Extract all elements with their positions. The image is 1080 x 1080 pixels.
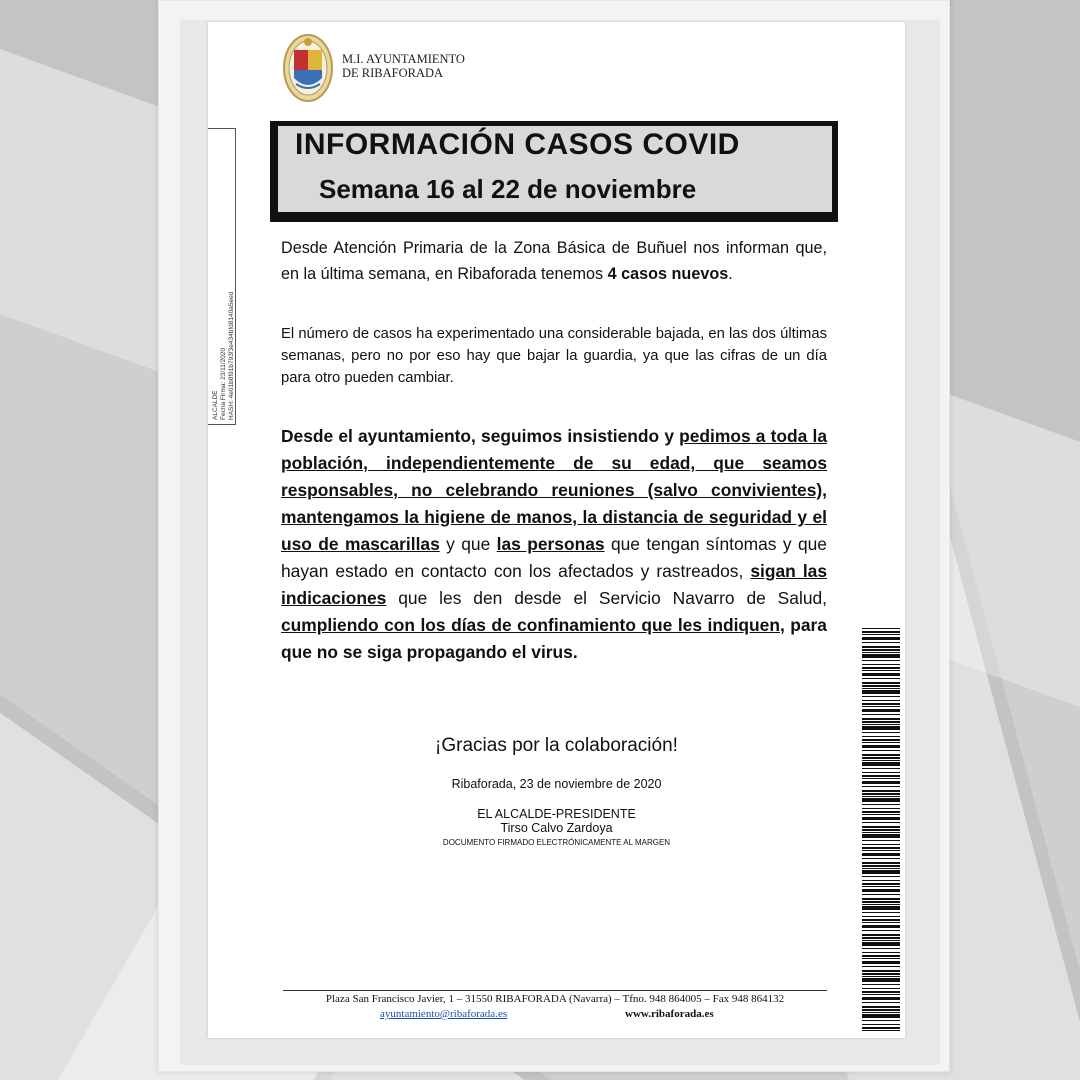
p1-text: Desde Atención Primaria de la Zona Básica de Buñuel nos informan que, en la última semana, en Ribaforada tenemos xyxy=(281,239,827,283)
paragraph-recommendations xyxy=(281,423,827,666)
p1-end: . xyxy=(728,265,733,283)
p3-underlined-request: pedimos a toda la población, independientemente de su edad, que seamos responsables, no celebrando reuniones (salvo convivientes), mantengamos la higiene de manos, la distancia de seguridad y el uso de mascarillas xyxy=(281,426,827,554)
paragraph-cases xyxy=(281,235,827,287)
signature-margin-text xyxy=(212,292,236,420)
footer-address: Plaza San Francisco Javier, 1 – 31550 RIBAFORADA (Navarra) – Tfno. 948 864005 – Fax 948 864132 xyxy=(325,993,785,1005)
p3-text-b: y que xyxy=(439,534,497,554)
margin-role: ALCALDE xyxy=(212,390,219,420)
p3-intro: Desde el ayuntamiento, seguimos insistiendo y xyxy=(281,426,680,446)
p3-text-c: que tengan síntomas y que hayan estado en contacto con los afectados y rastreados, xyxy=(281,534,827,581)
p1-case-count: 4 casos nuevos xyxy=(607,265,729,283)
document-date: Ribaforada, 23 de noviembre de 2020 xyxy=(451,777,662,791)
signed-note: DOCUMENTO FIRMADO ELECTRÓNICAMENTE AL MARGEN xyxy=(442,838,671,847)
barcode-icon xyxy=(862,628,900,1032)
title-heading: INFORMACIÓN CASOS COVID xyxy=(295,128,740,161)
p3-text-d: que les den desde el Servicio Navarro de Salud, xyxy=(386,588,827,608)
footer-website: www.ribaforada.es xyxy=(625,1008,714,1020)
footer-email-link[interactable]: ayuntamiento@ribaforada.es xyxy=(380,1008,508,1020)
signer-role: EL ALCALDE-PRESIDENTE xyxy=(477,807,636,821)
org-line-1: M.I. AYUNTAMIENTO xyxy=(342,52,465,66)
thanks-message: ¡Gracias por la colaboración! xyxy=(435,735,678,756)
p3-underlined-follow: sigan las indicaciones xyxy=(281,561,827,608)
p3-underlined-people: las personas xyxy=(496,534,605,554)
signer-name: Tirso Calvo Zardoya xyxy=(500,821,613,835)
organization-name xyxy=(342,52,465,80)
coat-of-arms-icon xyxy=(282,32,334,102)
p3-ending: , para que no se siga propagando el virus. xyxy=(281,615,827,662)
margin-hash: HASH: 4e01b8f91b793f3e434bfd8140a5eed xyxy=(228,291,235,420)
footer-divider xyxy=(283,990,827,991)
paragraph-trend: El número de casos ha experimentado una considerable bajada, en las dos últimas semanas, pero no por eso hay que bajar la guardia, ya que las cifras de un día para otro pueden cambiar. xyxy=(281,326,827,386)
p3-underlined-quarantine: cumpliendo con los días de confinamiento que les indiquen xyxy=(281,615,780,635)
title-subheading: Semana 16 al 22 de noviembre xyxy=(319,174,697,204)
org-line-2: DE RIBAFORADA xyxy=(342,66,444,80)
margin-date: Fecha Firma: 23/11/2020 xyxy=(220,347,227,420)
